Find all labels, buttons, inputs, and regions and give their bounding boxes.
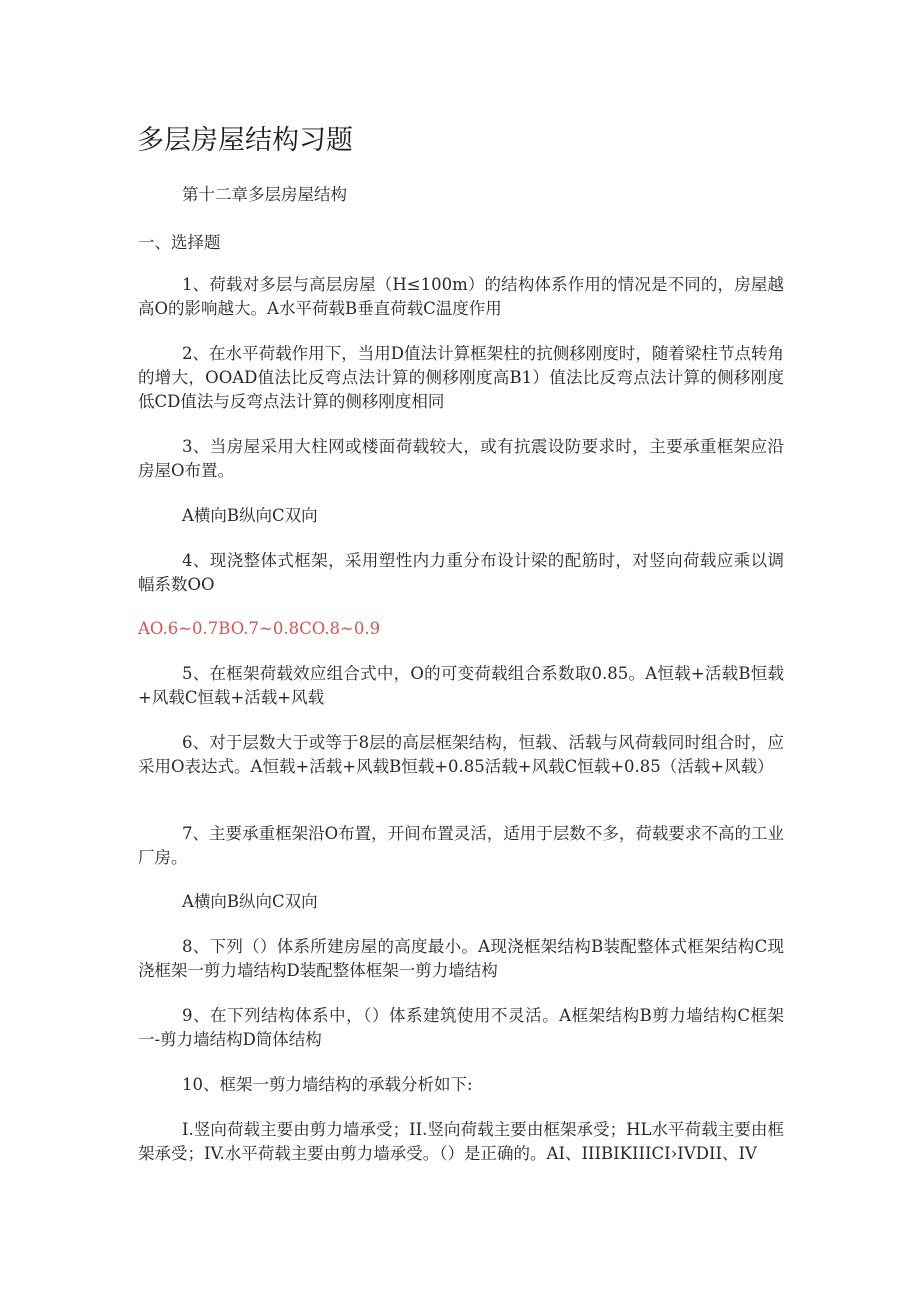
page-title: 多层房屋结构习题 xyxy=(137,125,353,156)
question-3: 3、当房屋采用大柱网或楼面荷载较大，或有抗震设防要求时，主要承重框架应沿房屋O布置。 xyxy=(138,437,784,480)
question-2: 2、在水平荷载作用下，当用D值法计算框架柱的抗侧移刚度时，随着梁柱节点转角的增大，OOAD值法比反弯点法计算的侧移刚度高B1）值法比反弯点法计算的侧移刚度低CD值法与反弯点法计算的侧移刚度相同 xyxy=(138,344,784,411)
question-7-options: A横向B纵向C双向 xyxy=(182,892,318,911)
question-9: 9、在下列结构体系中，（）体系建筑使用不灵活。A框架结构B剪力墙结构C框架一-剪力墙结构D筒体结构 xyxy=(138,1006,784,1049)
section-heading: 一、选择题 xyxy=(138,233,221,252)
chapter-heading: 第十二章多层房屋结构 xyxy=(182,185,347,204)
question-1: 1、荷载对多层与高层房屋（H≤100m）的结构体系作用的情况是不同的，房屋越高O的影响越大。A水平荷载B垂直荷载C温度作用 xyxy=(138,275,784,318)
question-8: 8、下列（）体系所建房屋的高度最小。A现浇框架结构B装配整体式框架结构C现浇框架一剪力墙结构D装配整体框架一剪力墙结构 xyxy=(138,937,784,980)
question-10: 10、框架一剪力墙结构的承载分析如下: xyxy=(182,1075,473,1094)
question-6: 6、对于层数大于或等于8层的高层框架结构，恒载、活载与风荷载同时组合时，应采用O表达式。A恒载+活载+风载B恒载+0.85活载+风载C恒载+0.85（活载+风载） xyxy=(138,733,784,776)
question-4-options: AO.6~0.7BO.7~0.8CO.8~0.9 xyxy=(138,619,381,638)
question-3-options: A横向B纵向C双向 xyxy=(182,506,318,525)
question-7: 7、主要承重框架沿O布置，开间布置灵活，适用于层数不多，荷载要求不高的工业厂房。 xyxy=(138,824,784,867)
question-10-statements: I.竖向荷载主要由剪力墙承受；II.竖向荷载主要由框架承受；HL水平荷载主要由框架承受；IV.水平荷载主要由剪力墙承受。（）是正确的。AI、IIIBIKIIICI›IVDII、IV xyxy=(138,1120,784,1163)
question-4: 4、现浇整体式框架，采用塑性内力重分布设计梁的配筋时，对竖向荷载应乘以调幅系数OO xyxy=(138,551,784,594)
question-5: 5、在框架荷载效应组合式中，O的可变荷载组合系数取0.85。A恒载+活载B恒载+风载C恒载+活载+风载 xyxy=(138,664,784,707)
